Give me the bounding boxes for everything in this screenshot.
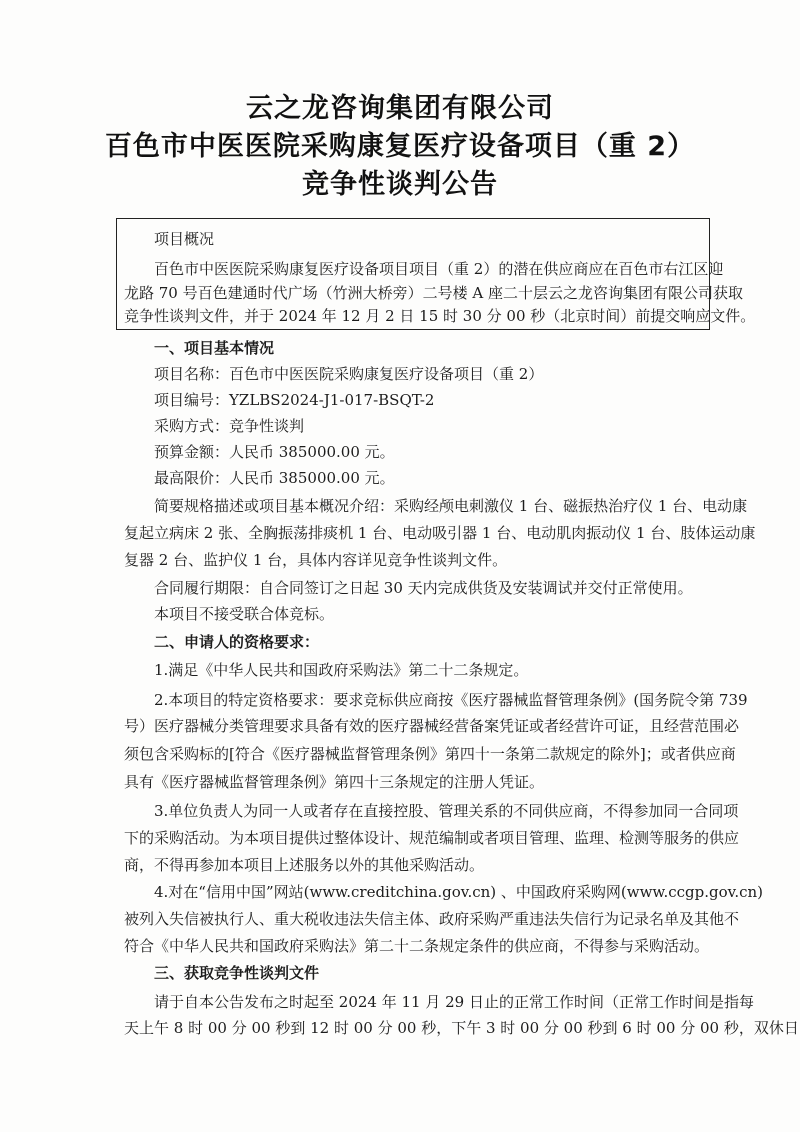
overview-line: 龙路 70 号百色建通时代广场（竹洲大桥旁）二号楼 A 座二十层云之龙咨询集团有限公司获取	[124, 284, 743, 302]
qualification-item-2-line: 号）医疗器械分类管理要求具备有效的医疗器械经营备案凭证或者经营许可证，且经营范围必	[124, 717, 740, 735]
obtain-docs-line: 请于自本公告发布之时起至 2024 年 11 月 29 日止的正常工作时间（正常工作时间是指每	[154, 993, 754, 1011]
qualification-item-1: 1.满足《中华人民共和国政府采购法》第二十二条规定。	[154, 661, 529, 679]
obtain-docs-line: 天上午 8 时 00 分 00 秒到 12 时 00 分 00 秒，下午 3 时 00 分 00 秒到 6 时 00 分 00 秒，双休日	[124, 1019, 799, 1037]
overview-line: 竞争性谈判文件，并于 2024 年 12 月 2 日 15 时 30 分 00 秒（北京时间）前提交响应文件。	[124, 307, 756, 325]
qualification-item-2-line: 须包含采购标的[符合《医疗器械监督管理条例》第四十一条第二款规定的除外]；或者供应商	[124, 745, 736, 763]
procurement-method: 采购方式：竞争性谈判	[154, 417, 305, 435]
contract-period: 合同履行期限：自合同签订之日起 30 天内完成供货及安装调试并交付正常使用。	[154, 579, 693, 597]
overview-heading: 项目概况	[154, 230, 215, 248]
qualification-item-4-line: 符合《中华人民共和国政府采购法》第二十二条规定条件的供应商，不得参与采购活动。	[124, 937, 710, 955]
section1-heading: 一、项目基本情况	[154, 339, 275, 357]
qualification-item-3-line: 下的采购活动。为本项目提供过整体设计、规范编制或者项目管理、监理、检测等服务的供应	[124, 829, 740, 847]
max-price: 最高限价：人民币 385000.00 元。	[154, 469, 395, 487]
project-title: 百色市中医医院采购康复医疗设备项目（重 2）	[104, 131, 696, 162]
qualification-item-4-line: 4.对在“信用中国”网站(www.creditchina.gov.cn) 、中国政府采购网(www.ccgp.gov.cn)	[154, 883, 764, 901]
consortium-note: 本项目不接受联合体竞标。	[154, 605, 335, 623]
spec-line: 复器 2 台、监护仪 1 台，具体内容详见竞争性谈判文件。	[124, 551, 508, 569]
spec-line: 简要规格描述或项目基本概况介绍：采购经颅电刺激仪 1 台、磁振热治疗仪 1 台、电动康	[154, 497, 748, 515]
project-name: 项目名称：百色市中医医院采购康复医疗设备项目（重 2）	[154, 365, 544, 383]
section3-heading: 三、获取竞争性谈判文件	[154, 964, 320, 982]
project-code: 项目编号：YZLBS2024-J1-017-BSQT-2	[154, 391, 435, 409]
qualification-item-2-line: 2.本项目的特定资格要求：要求竞标供应商按《医疗器械监督管理条例》(国务院令第 739	[154, 691, 748, 709]
overview-line: 百色市中医医院采购康复医疗设备项目项目（重 2）的潜在供应商应在百色市右江区迎	[154, 260, 724, 278]
notice-type-title: 竞争性谈判公告	[302, 169, 498, 200]
spec-line: 复起立病床 2 张、全胸振荡排痰机 1 台、电动吸引器 1 台、电动肌肉振动仪 1 台、肢体运动康	[124, 524, 756, 542]
qualification-item-3-line: 商，不得再参加本项目上述服务以外的其他采购活动。	[124, 856, 485, 874]
company-title: 云之龙咨询集团有限公司	[246, 93, 554, 124]
qualification-item-3-line: 3.单位负责人为同一人或者存在直接控股、管理关系的不同供应商，不得参加同一合同项	[154, 802, 739, 820]
qualification-item-2-line: 具有《医疗器械监督管理条例》第四十三条规定的注册人凭证。	[124, 773, 545, 791]
section2-heading: 二、申请人的资格要求：	[154, 633, 320, 651]
budget-amount: 预算金额：人民币 385000.00 元。	[154, 443, 395, 461]
qualification-item-4-line: 被列入失信被执行人、重大税收违法失信主体、政府采购严重违法失信行为记录名单及其他不	[124, 910, 740, 928]
